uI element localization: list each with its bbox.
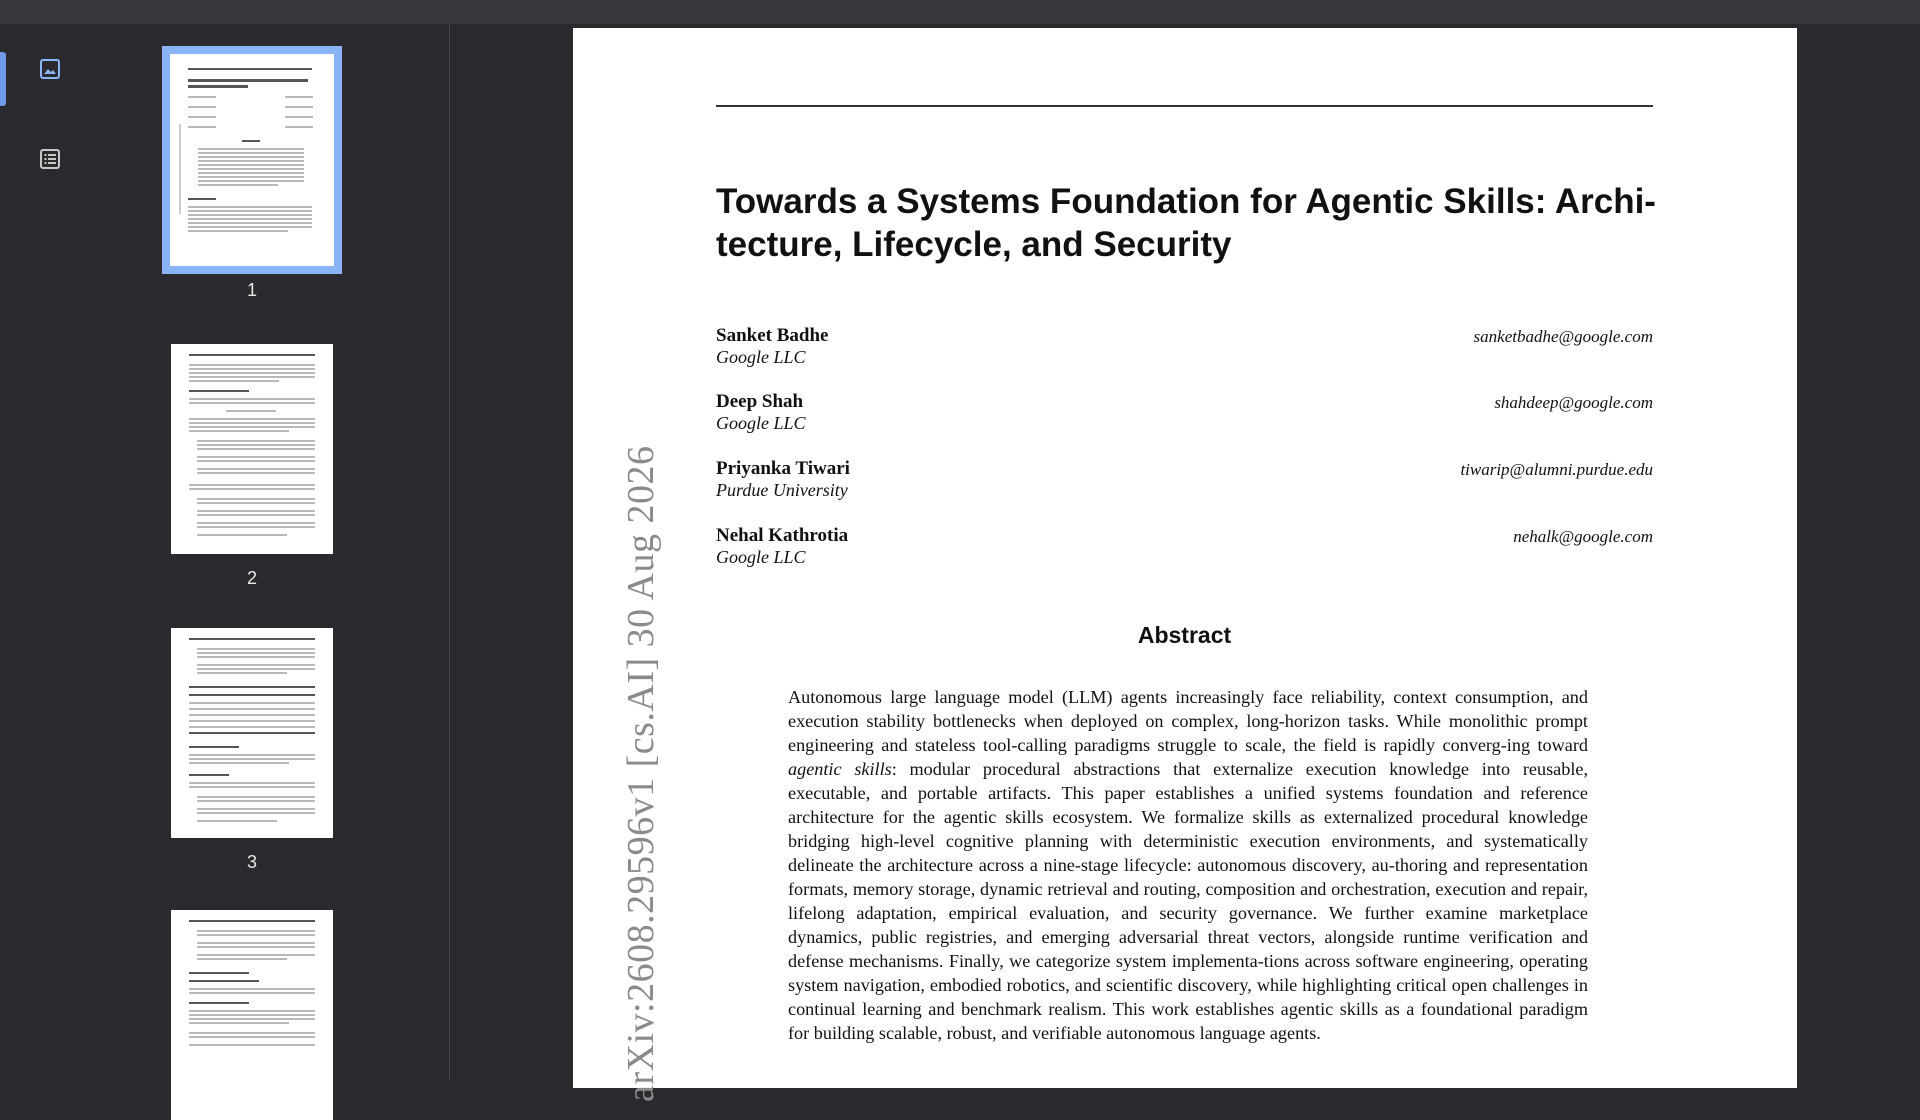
title-line: Towards a Systems Foundation for Agentic Skills: Archi- (716, 182, 1656, 221)
page-thumbnail[interactable] (171, 628, 333, 838)
author-affiliation: Google LLC (716, 347, 806, 367)
author-affiliation: Google LLC (716, 547, 806, 567)
outline-view-button[interactable] (0, 124, 100, 194)
author-email: tiwarip@alumni.purdue.edu (1460, 460, 1653, 479)
arxiv-identifier: arXiv:2608.29596v1 [cs.AI] 30 Aug 2026 (620, 445, 662, 1102)
thumbnail-page-number: 1 (246, 280, 257, 300)
thumbnail-item[interactable] (170, 910, 334, 1120)
author-name: Sanket Badhe (716, 325, 829, 346)
paper-title (716, 180, 1666, 266)
author-affiliation: Google LLC (716, 413, 806, 433)
document-viewer[interactable] (451, 24, 1920, 1102)
author-email: nehalk@google.com (1513, 527, 1653, 546)
image-icon (38, 57, 62, 81)
author-block (716, 458, 1653, 506)
thumbnail-item[interactable] (170, 344, 334, 589)
abstract-text: : modular procedural abstractions that externalize execution knowledge into reusable, executable, and portable artifacts. This paper establishes a unified systems foundation and reference architecture for the agentic skills ecosystem. We formalize skills as externalized procedural knowledge bridging high-level cognitive planning with deterministic execution environments, and systematically delineate the architecture across a nine-stage lifecycle: autonomous discovery, au-thoring and representation formats, memory storage, dynamic retrieval and routing, composition and orchestration, execution and repair, lifelong adaptation, empirical evaluation, and security governance. We further examine marketplace dynamics, public registries, and emerging adversarial threat vectors, alongside runtime verification and defense mechanisms. Finally, we categorize system implementa-tions across software engineering, operating system navigation, embodied robotics, and scientific discovery, while highlighting critical open challenges in continual learning and benchmark realism. This work establishes agentic skills as a foundational paradigm for building scalable, robust, and verifiable autonomous language agents. (788, 759, 1588, 1043)
author-block (716, 325, 1653, 373)
author-block (716, 391, 1653, 439)
thumbnail-item[interactable] (170, 628, 334, 873)
author-affiliation: Purdue University (716, 480, 848, 500)
thumbnails-view-button[interactable] (0, 34, 100, 104)
thumbnail-page-number: 2 (246, 568, 257, 588)
sidebar (0, 24, 450, 1080)
author-email: shahdeep@google.com (1494, 393, 1653, 412)
abstract-text: Autonomous large language model (LLM) agents increasingly face reliability, context consumption, and execution stability bottlenecks when deployed on complex, long-horizon tasks. While monolithic prompt engineering and stateless tool-calling paradigms struggle to scale, the field is rapidly converg-ing toward (788, 687, 1588, 755)
author-block (716, 525, 1653, 573)
pdf-page (573, 28, 1797, 1102)
page-thumbnail[interactable] (171, 344, 333, 554)
abstract-emphasis: agentic skills (788, 759, 892, 779)
author-email: sanketbadhe@google.com (1473, 327, 1653, 346)
author-name: Deep Shah (716, 391, 804, 412)
thumbnail-page-number: 3 (246, 852, 257, 872)
top-toolbar (0, 0, 1920, 24)
page-thumbnail[interactable] (171, 910, 333, 1120)
abstract-body (788, 685, 1588, 1045)
list-icon (38, 147, 62, 171)
title-line: tecture, Lifecycle, and Security (716, 225, 1232, 264)
abstract-heading: Abstract (1137, 622, 1232, 648)
author-name: Priyanka Tiwari (716, 458, 850, 479)
page-thumbnail[interactable] (170, 54, 334, 266)
thumbnail-item[interactable] (170, 54, 334, 301)
author-name: Nehal Kathrotia (716, 525, 849, 546)
title-rule (716, 105, 1653, 107)
